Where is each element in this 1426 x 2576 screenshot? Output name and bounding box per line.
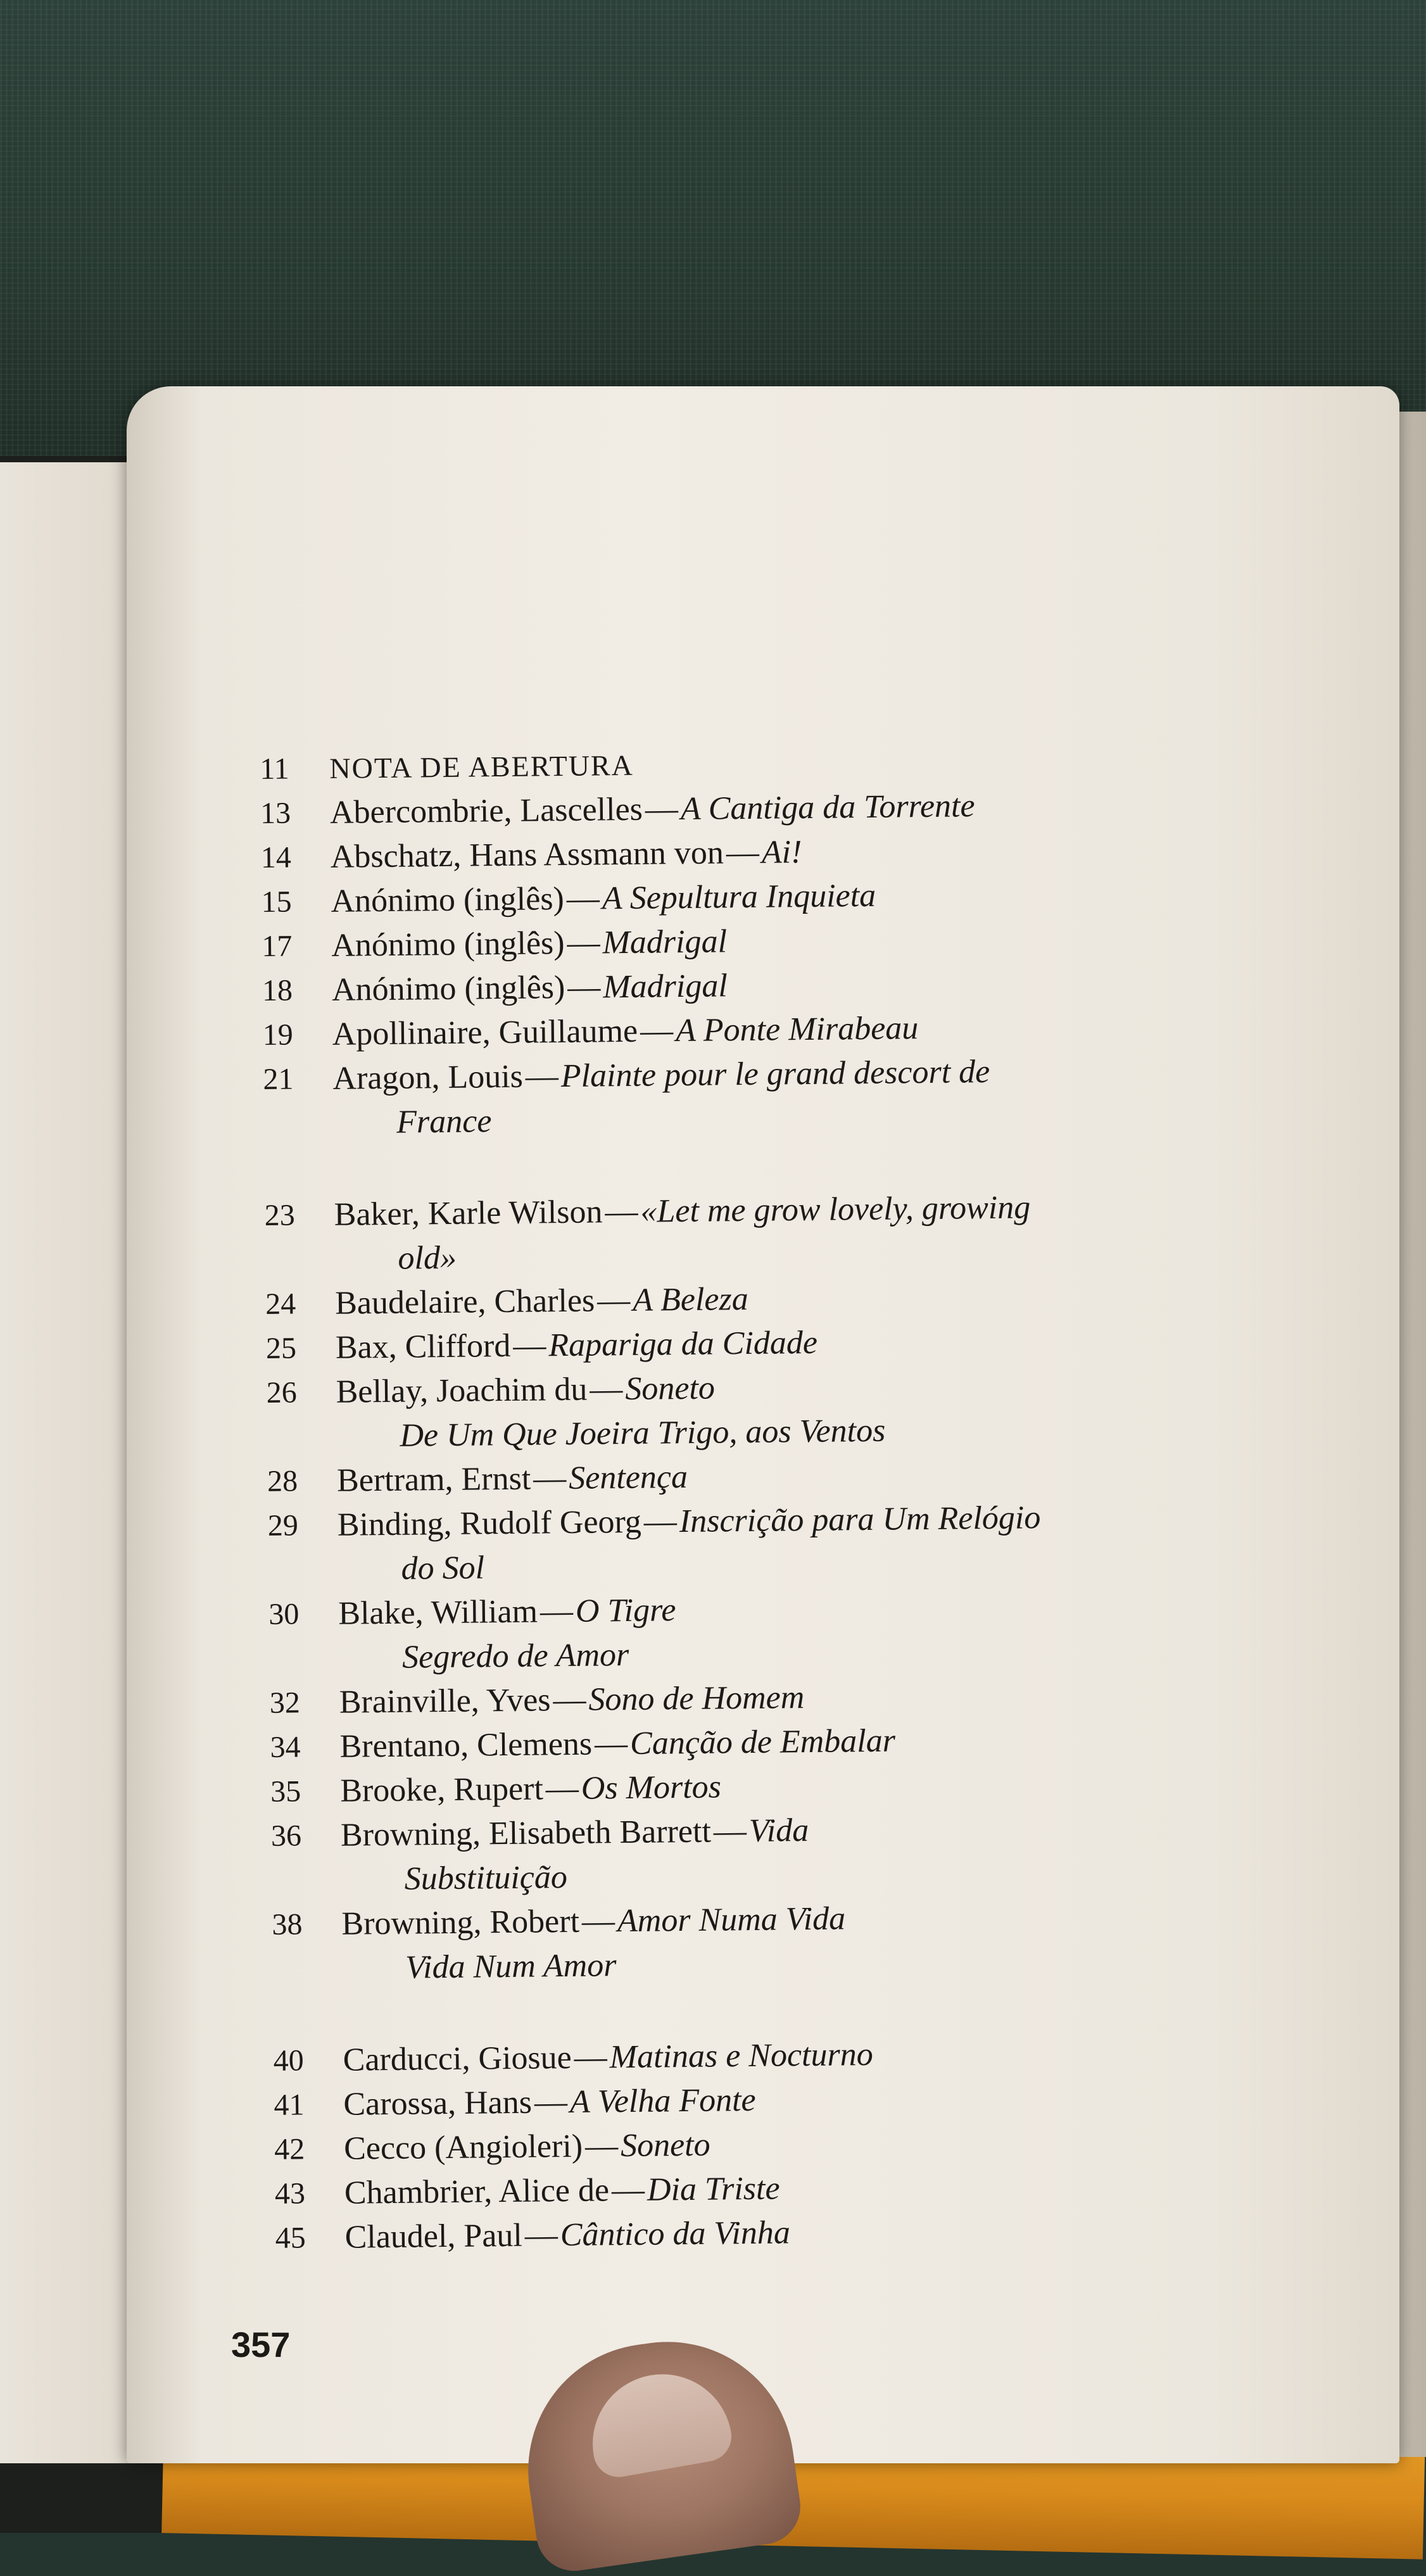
toc-title: A Cantiga da Torrente — [680, 788, 975, 828]
toc-dash: — — [596, 1282, 631, 1319]
toc-title: Madrigal — [602, 968, 728, 1006]
toc-title: «Let me grow lovely, growing — [640, 1189, 1031, 1230]
toc-title: Rapariga da Cidade — [548, 1324, 818, 1364]
toc-dash: — — [640, 1013, 674, 1049]
table-of-contents — [260, 738, 1194, 2261]
toc-page-number: 15 — [261, 885, 292, 919]
toc-author: Carducci, Giosue — [343, 2039, 572, 2078]
toc-continuation: do Sol — [401, 1550, 485, 1587]
toc-author: Abschatz, Hans Assmann von — [330, 835, 724, 875]
toc-dash: — — [524, 2217, 558, 2254]
toc-text — [338, 1494, 1187, 1548]
page-number: 357 — [231, 2325, 291, 2364]
toc-dash: — — [545, 1770, 579, 1807]
toc-title: A Velha Fonte — [569, 2081, 756, 2120]
toc-page-number: 43 — [274, 2176, 306, 2211]
toc-title: Amor Numa Vida — [617, 1900, 846, 1940]
toc-dash: — — [533, 1460, 567, 1497]
toc-author: Anónimo (inglês) — [331, 925, 565, 964]
toc-author: Apollinaire, Guillaume — [332, 1013, 638, 1052]
toc-dash: — — [594, 1726, 628, 1762]
toc-page-number: 40 — [273, 2043, 304, 2078]
toc-title: Madrigal — [602, 923, 728, 961]
toc-author: Brainville, Yves — [339, 1682, 551, 1720]
toc-author: Cecco (Angioleri) — [343, 2128, 583, 2167]
toc-page-number: 32 — [269, 1686, 301, 1720]
toc-author: Carossa, Hans — [343, 2084, 533, 2123]
toc-author: Browning, Robert — [341, 1903, 580, 1942]
toc-dash: — — [574, 2039, 608, 2076]
toc-title: A Ponte Mirabeau — [675, 1010, 919, 1049]
toc-page-number: 34 — [270, 1730, 301, 1764]
toc-title: Soneto — [620, 2126, 710, 2164]
toc-dash: — — [553, 1681, 586, 1719]
toc-page-number: 18 — [262, 973, 293, 1007]
toc-text — [332, 1048, 1182, 1101]
toc-title: Sono de Homem — [588, 1679, 805, 1718]
toc-dash: — — [643, 1503, 678, 1540]
toc-dash: — — [713, 1813, 747, 1850]
toc-dash: — — [581, 1903, 615, 1940]
toc-page-number: 29 — [267, 1508, 299, 1543]
toc-author: Bertram, Ernst — [336, 1460, 531, 1499]
toc-page-number: 14 — [260, 840, 292, 874]
toc-dash: — — [590, 1371, 623, 1408]
toc-title: Plainte pour le grand descort de — [560, 1053, 990, 1095]
toc-author: Aragon, Louis — [332, 1058, 524, 1097]
toc-author: Abercombrie, Lascelles — [329, 791, 643, 831]
toc-page-number: 36 — [270, 1819, 302, 1853]
toc-dash: — — [605, 1193, 638, 1230]
toc-author: Baudelaire, Charles — [334, 1282, 595, 1322]
toc-title: Inscrição para Um Relógio — [679, 1500, 1041, 1540]
toc-continuation: Vida Num Amor — [405, 1947, 617, 1986]
toc-text — [344, 2207, 1194, 2260]
toc-title: Cântico da Vinha — [560, 2214, 791, 2254]
toc-author: Browning, Elisabeth Barrett — [340, 1813, 712, 1853]
toc-title: A Sepultura Inquieta — [602, 877, 876, 917]
toc-dash: — — [611, 2171, 645, 2209]
toc-author: Binding, Rudolf Georg — [337, 1503, 642, 1543]
toc-text — [341, 1805, 1190, 1858]
toc-page-number: 42 — [274, 2132, 305, 2166]
toc-dash: — — [645, 791, 679, 828]
toc-dash: — — [539, 1593, 574, 1630]
toc-title: Dia Triste — [647, 2170, 780, 2208]
toc-title: Vida — [748, 1812, 809, 1849]
toc-dash: — — [534, 2084, 568, 2121]
toc-author: Anónimo (inglês) — [331, 969, 565, 1008]
toc-author: Anónimo (inglês) — [331, 880, 565, 919]
toc-dash: — — [726, 834, 760, 871]
toc-continuation: France — [396, 1103, 492, 1140]
toc-page-number: 23 — [264, 1198, 296, 1232]
toc-text — [341, 1893, 1190, 1947]
toc-continuation: old» — [398, 1239, 457, 1277]
toc-page-number: 30 — [268, 1597, 300, 1631]
toc-dash: — — [567, 925, 600, 961]
toc-page-number: 11 — [260, 752, 289, 786]
toc-dash: — — [525, 1058, 559, 1095]
toc-continuation: De Um Que Joeira Trigo, aos Ventos — [400, 1412, 886, 1454]
toc-title: O Tigre — [575, 1592, 676, 1629]
toc-page-number: 19 — [262, 1018, 294, 1052]
toc-page-number: 24 — [265, 1287, 296, 1321]
toc-author: Brooke, Rupert — [339, 1771, 544, 1809]
toc-page-number: 41 — [274, 2088, 305, 2122]
toc-dash: — — [512, 1327, 546, 1364]
toc-author: Brentano, Clemens — [339, 1726, 593, 1765]
toc-title: Matinas e Nocturno — [609, 2036, 873, 2076]
toc-title: A Beleza — [632, 1280, 748, 1318]
toc-text — [338, 1583, 1187, 1636]
toc-title: Os Mortos — [581, 1769, 722, 1807]
toc-author: Chambrier, Alice de — [344, 2172, 610, 2211]
toc-continuation: Segredo de Amor — [401, 1636, 629, 1676]
toc-page-number: 17 — [262, 929, 293, 963]
toc-page-number: 35 — [270, 1774, 301, 1809]
toc-page-number: 26 — [266, 1375, 297, 1410]
toc-page-number: 21 — [263, 1062, 294, 1096]
toc-text — [334, 1184, 1183, 1237]
toc-page-number: 28 — [267, 1464, 298, 1498]
toc-page-number: 13 — [260, 796, 291, 830]
toc-author: Blake, William — [338, 1593, 538, 1632]
toc-author: Bellay, Joachim du — [336, 1371, 588, 1410]
toc-page-number: 25 — [265, 1331, 297, 1365]
toc-dash: — — [567, 969, 601, 1006]
toc-author: Claudel, Paul — [344, 2217, 523, 2256]
toc-title: Canção de Embalar — [629, 1722, 896, 1762]
toc-title: Sentença — [568, 1458, 688, 1496]
toc-author: NOTA DE ABERTURA — [329, 748, 634, 785]
toc-title: Soneto — [625, 1370, 716, 1408]
toc-continuation: Substituição — [404, 1859, 568, 1897]
toc-author: Bax, Clifford — [335, 1327, 511, 1366]
toc-dash: — — [566, 880, 600, 917]
toc-page-number: 45 — [275, 2221, 306, 2255]
toc-title: Ai! — [761, 834, 802, 871]
toc-dash: — — [584, 2128, 619, 2164]
toc-page-number: 38 — [272, 1907, 303, 1941]
toc-author: Baker, Karle Wilson — [334, 1194, 603, 1233]
toc-text — [336, 1361, 1185, 1415]
